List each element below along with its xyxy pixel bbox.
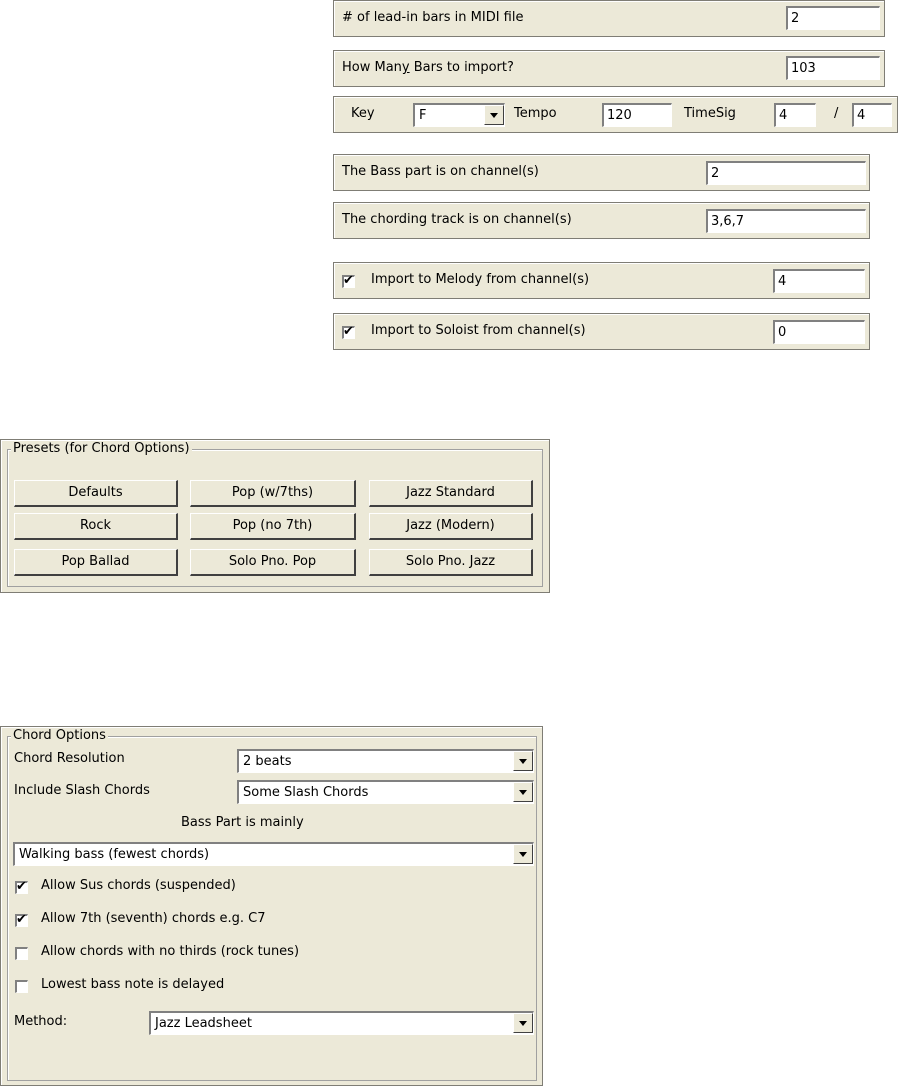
lead-in-label: # of lead-in bars in MIDI file (342, 10, 524, 25)
checkmark-icon: ✔ (343, 273, 354, 288)
melody-import-label: Import to Melody from channel(s) (371, 272, 590, 287)
melody-import-checkbox[interactable] (342, 275, 355, 288)
bass-channel-row (333, 154, 870, 191)
preset-rock-button[interactable]: Rock (14, 513, 178, 540)
chord-options-panel (0, 726, 543, 1086)
slash-chords-value: Some Slash Chords (243, 785, 369, 800)
preset-pop-7ths-button[interactable]: Pop (w/7ths) (190, 480, 356, 507)
chevron-down-icon (490, 113, 498, 118)
bass-channel-label: The Bass part is on channel(s) (342, 164, 539, 179)
chevron-down-icon (519, 852, 527, 857)
timesig-label: TimeSig (684, 106, 736, 121)
slash-chords-label: Include Slash Chords (14, 783, 150, 798)
soloist-import-checkbox[interactable] (342, 326, 355, 339)
allow-7th-label: Allow 7th (seventh) chords e.g. C7 (41, 911, 266, 926)
chevron-down-icon (519, 759, 527, 764)
chording-channel-row (333, 202, 870, 239)
chevron-down-icon (519, 790, 527, 795)
allow-sus-label: Allow Sus chords (suspended) (41, 878, 236, 893)
bars-import-label (342, 60, 514, 75)
bass-mainly-label: Bass Part is mainly (181, 815, 304, 830)
melody-import-input[interactable]: 4 (773, 269, 865, 293)
bars-import-input[interactable]: 103 (786, 56, 880, 80)
key-dropdown-button[interactable] (484, 105, 504, 125)
bass-mainly-select[interactable] (13, 842, 534, 866)
slash-chords-select[interactable] (237, 780, 534, 804)
soloist-import-row (333, 313, 870, 350)
allow-7th-checkbox[interactable] (15, 914, 28, 927)
preset-pop-no7th-button[interactable]: Pop (no 7th) (190, 513, 356, 540)
chord-resolution-value: 2 beats (243, 754, 292, 769)
key-label: Key (351, 106, 375, 121)
chord-resolution-dropdown-button[interactable] (513, 751, 533, 771)
chording-channel-label: The chording track is on channel(s) (342, 212, 572, 227)
preset-defaults-button[interactable]: Defaults (14, 480, 178, 507)
preset-solo-pno-jazz-button[interactable]: Solo Pno. Jazz (369, 549, 533, 576)
preset-jazz-standard-button[interactable]: Jazz Standard (369, 480, 533, 507)
preset-pop-ballad-button[interactable]: Pop Ballad (14, 549, 178, 576)
chord-resolution-label: Chord Resolution (14, 751, 125, 766)
lead-in-row (333, 0, 885, 37)
lead-in-input[interactable]: 2 (786, 6, 880, 30)
tempo-label: Tempo (514, 106, 557, 121)
bars-import-label-post: Bars to import? (409, 60, 514, 75)
tempo-input[interactable]: 120 (602, 103, 672, 127)
chording-channel-input[interactable]: 3,6,7 (706, 209, 866, 233)
slash-chords-dropdown-button[interactable] (513, 782, 533, 802)
key-select-value: F (419, 108, 427, 123)
allow-sus-checkbox[interactable] (15, 881, 28, 894)
chord-options-title: Chord Options (13, 728, 106, 743)
key-tempo-row (333, 96, 898, 133)
timesig-numerator-input[interactable]: 4 (774, 103, 816, 127)
method-select[interactable] (149, 1011, 534, 1035)
checkmark-icon: ✔ (16, 879, 27, 894)
allow-no-thirds-label: Allow chords with no thirds (rock tunes) (41, 944, 300, 959)
bars-import-label-accel: y (401, 60, 410, 75)
chord-resolution-select[interactable] (237, 749, 534, 773)
checkmark-icon: ✔ (343, 324, 354, 339)
lowest-bass-delayed-label: Lowest bass note is delayed (41, 977, 225, 992)
method-label: Method: (14, 1014, 68, 1029)
bass-channel-input[interactable]: 2 (706, 161, 866, 185)
lowest-bass-delayed-checkbox[interactable] (15, 980, 28, 993)
preset-jazz-modern-button[interactable]: Jazz (Modern) (369, 513, 533, 540)
bars-import-row (333, 50, 885, 87)
method-value: Jazz Leadsheet (155, 1016, 252, 1031)
checkmark-icon: ✔ (16, 912, 27, 927)
bass-mainly-value: Walking bass (fewest chords) (19, 847, 210, 862)
soloist-import-label: Import to Soloist from channel(s) (371, 323, 586, 338)
soloist-import-input[interactable]: 0 (773, 320, 865, 344)
key-select[interactable] (413, 103, 505, 127)
bars-import-label-pre: How Man (342, 60, 402, 75)
presets-title: Presets (for Chord Options) (13, 441, 190, 456)
timesig-denominator-input[interactable]: 4 (852, 103, 892, 127)
melody-import-row (333, 262, 870, 299)
chevron-down-icon (519, 1021, 527, 1026)
allow-no-thirds-checkbox[interactable] (15, 947, 28, 960)
method-dropdown-button[interactable] (513, 1013, 533, 1033)
presets-panel (0, 439, 550, 593)
preset-solo-pno-pop-button[interactable]: Solo Pno. Pop (190, 549, 356, 576)
timesig-separator: / (834, 106, 839, 121)
bass-mainly-dropdown-button[interactable] (513, 844, 533, 864)
